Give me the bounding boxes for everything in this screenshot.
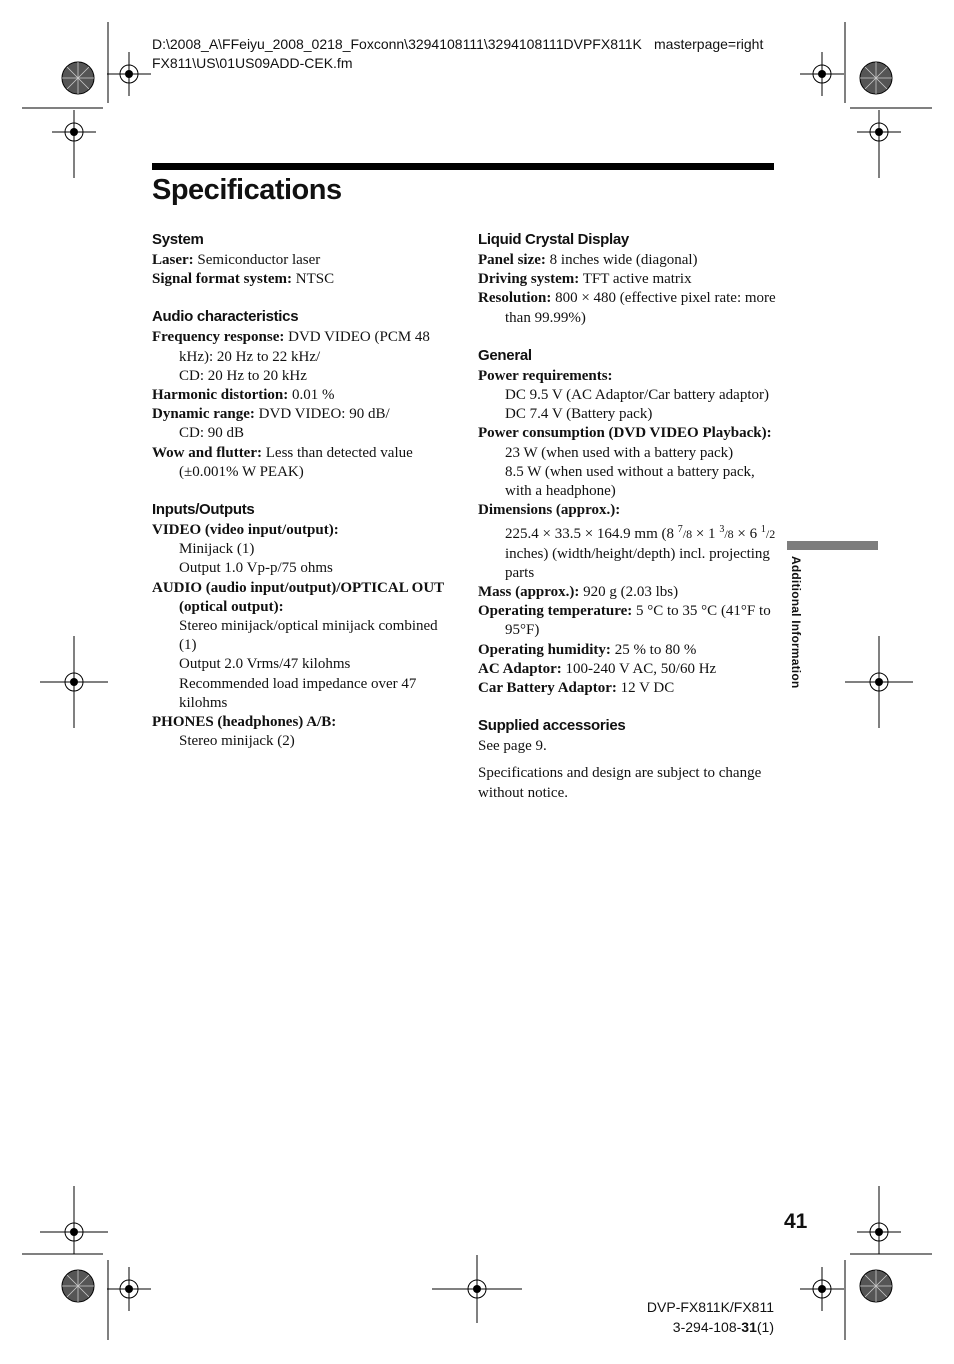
power-req-line2: DC 7.4 V (Battery pack): [505, 406, 653, 423]
io-heading: Inputs/Outputs: [152, 501, 255, 519]
driving-label: Driving system:: [478, 271, 580, 288]
dim-part-a: 225.4 × 33.5 × 164.9 mm (8: [505, 526, 678, 543]
system-heading: System: [152, 231, 204, 248]
phones-label: PHONES (headphones) A/B:: [152, 714, 337, 731]
see-page-text: See page 9.: [478, 738, 547, 755]
power-cons-line2: 8.5 W (when used without a battery pack, with a headphone): [505, 463, 755, 500]
power-req-label: Power requirements:: [478, 367, 613, 384]
car-label: Car Battery Adaptor:: [478, 680, 617, 697]
master-page-label: masterpage=right: [654, 36, 764, 52]
dim-sub-2: /8: [724, 527, 734, 542]
harmonic-label: Harmonic distortion:: [152, 387, 289, 404]
footer-code-suffix: (1): [756, 1319, 774, 1335]
dim-sub-1: /8: [682, 527, 693, 542]
ac-value: 100-240 V AC, 50/60 Hz: [565, 660, 717, 677]
audio-io-line1: Stereo minijack/optical minijack combined (1): [179, 618, 438, 654]
frequency-label: Frequency response:: [152, 329, 285, 346]
crosshair-dots: [70, 70, 883, 1293]
file-path-line2: FX811\US\01US09ADD-CEK.fm: [152, 55, 353, 71]
ac-label: AC Adaptor:: [478, 660, 562, 677]
video-line1: Minijack (1): [179, 541, 255, 558]
resolution-label: Resolution:: [478, 290, 552, 307]
audio-io-line3: Recommended load impedance over 47 kilohms: [179, 675, 417, 711]
frequency-value: DVD VIDEO (PCM 48 kHz): 20 Hz to 22 kHz/: [179, 329, 430, 365]
op-hum-value: 25 % to 80 %: [614, 641, 697, 658]
op-temp-label: Operating temperature:: [478, 603, 633, 620]
footer-code-bold: 31: [741, 1319, 757, 1335]
harmonic-value: 0.01 %: [292, 387, 335, 404]
audio-heading: Audio characteristics: [152, 308, 299, 326]
file-path-line1: D:\2008_A\FFeiyu_2008_0218_Foxconn\3294108111\3294108111DVPFX811K: [152, 36, 642, 52]
signal-label: Signal format system:: [152, 271, 292, 288]
sidebar-label: Additional Information: [789, 556, 803, 689]
notice-text: Specifications and design are subject to change without notice.: [478, 765, 762, 801]
frequency-cd: CD: 20 Hz to 20 kHz: [179, 367, 307, 384]
audio-io-label: AUDIO (audio input/output)/OPTICAL OUT (optical output):: [152, 579, 444, 615]
dim-sup-2: 3: [719, 524, 725, 536]
dim-part-c: × 6: [733, 526, 761, 543]
dim-sup-3: 1: [760, 524, 766, 536]
op-temp-value: 5 °C to 35 °C (41°F to 95°F): [505, 603, 771, 639]
signal-value: NTSC: [295, 271, 335, 288]
car-value: 12 V DC: [620, 680, 675, 697]
panel-label: Panel size:: [478, 252, 546, 268]
starburst-rays: [62, 62, 892, 1302]
wow-label: Wow and flutter:: [152, 444, 262, 461]
crosshair-marks: [40, 52, 913, 1323]
general-heading: General: [478, 346, 532, 364]
laser-label: Laser:: [152, 252, 194, 268]
driving-value: TFT active matrix: [582, 271, 692, 288]
footer-model: DVP-FX811K/FX811: [646, 1299, 774, 1315]
footer-code-prefix: 3-294-108-: [672, 1319, 742, 1335]
page-number: 41: [784, 1210, 808, 1233]
wow-value: Less than detected value (±0.001% W PEAK): [179, 444, 413, 480]
mass-label: Mass (approx.):: [478, 584, 580, 601]
dynamic-label: Dynamic range:: [152, 406, 255, 423]
lcd-heading: Liquid Crystal Display: [478, 231, 629, 248]
mass-value: 920 g (2.03 lbs): [583, 584, 679, 601]
panel-value: 8 inches wide (diagonal): [549, 252, 698, 268]
video-label: VIDEO (video input/output):: [152, 522, 339, 539]
video-line2: Output 1.0 Vp-p/75 ohms: [179, 560, 333, 577]
dimensions-label: Dimensions (approx.):: [478, 502, 621, 519]
laser-value: Semiconductor laser: [197, 252, 321, 268]
dynamic-value: DVD VIDEO: 90 dB/: [258, 406, 390, 423]
power-cons-label: Power consumption (DVD VIDEO Playback):: [478, 425, 772, 442]
dim-part-b: × 1: [692, 526, 720, 543]
phones-line1: Stereo minijack (2): [179, 733, 295, 750]
audio-io-line2: Output 2.0 Vrms/47 kilohms: [179, 656, 351, 673]
power-req-line1: DC 9.5 V (AC Adaptor/Car battery adaptor): [505, 387, 769, 404]
power-cons-line1: 23 W (when used with a battery pack): [505, 444, 734, 461]
supplied-heading: Supplied accessories: [478, 717, 626, 735]
op-hum-label: Operating humidity:: [478, 641, 611, 658]
resolution-value: 800 × 480 (effective pixel rate: more than 99.99%): [505, 290, 776, 326]
dim-part-d: inches) (width/height/depth) incl. projecting parts: [505, 545, 770, 581]
page-title: Specifications: [152, 174, 342, 206]
starburst-marks: [62, 62, 892, 1302]
dim-sub-3: /2: [765, 527, 776, 542]
dim-sup-1: 7: [677, 524, 683, 536]
dynamic-cd: CD: 90 dB: [179, 425, 245, 442]
